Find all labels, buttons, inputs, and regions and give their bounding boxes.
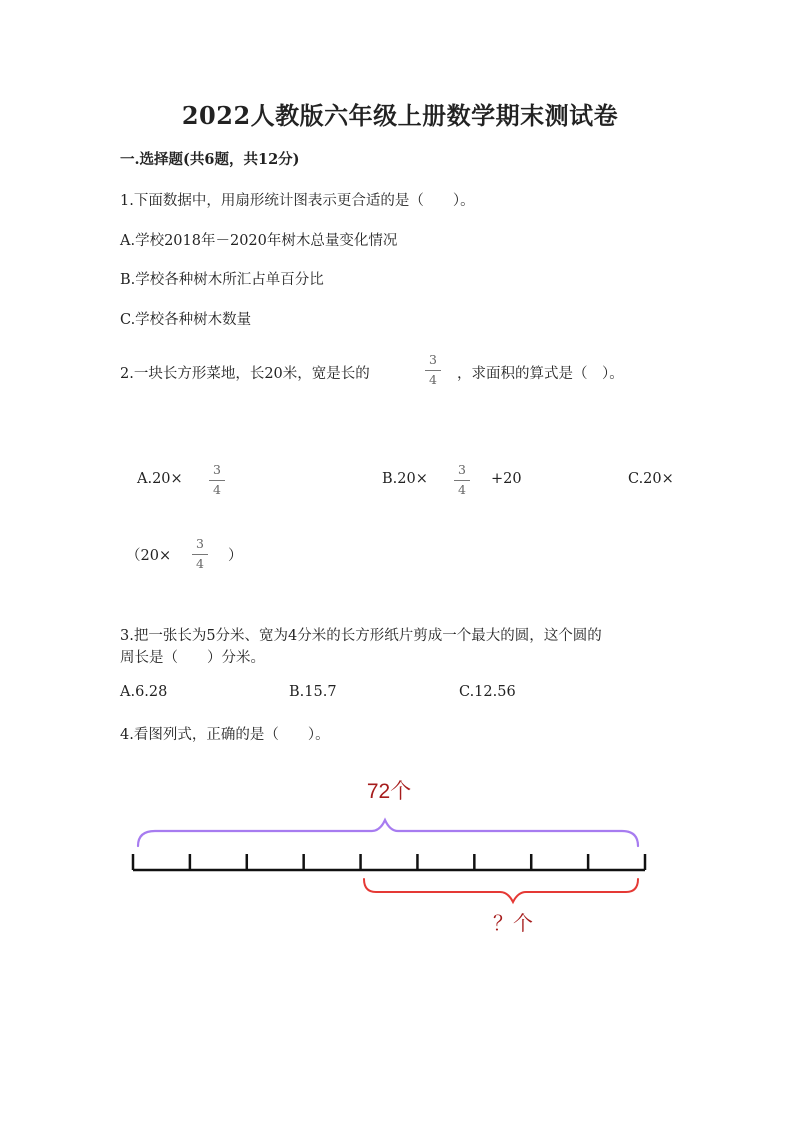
fraction-denominator: 4: [213, 481, 221, 497]
diagram-total-label: 72个: [366, 780, 412, 803]
q3-stem-line2: 周长是（ ）分米。: [120, 650, 265, 666]
q3-option-a: A.6.28: [120, 684, 168, 700]
total-brace: [138, 820, 638, 846]
fraction-denominator: 4: [458, 481, 466, 497]
section-heading: 一.选择题(共6题，共12分): [120, 151, 300, 168]
part-brace: [364, 879, 638, 902]
fraction-numerator: 3: [458, 462, 466, 477]
fraction-numerator: 3: [213, 462, 221, 477]
q1-stem: 1.下面数据中，用扇形统计图表示更合适的是（ ）。: [120, 193, 475, 209]
q3-option-c: C.12.56: [459, 684, 516, 700]
q2-option-b-tail: +20: [491, 471, 522, 487]
q4-stem: 4.看图列式，正确的是（ ）。: [120, 727, 330, 743]
q1-option-c: C.学校各种树木数量: [120, 312, 252, 328]
diagram-part-label: ？个: [493, 913, 533, 935]
q2-option-c-continued: （20×: [126, 548, 172, 564]
q2-stem-after: ，求面积的算式是（ ）。: [457, 366, 624, 382]
q1-option-b: B.学校各种树木所汇占单百分比: [120, 272, 324, 288]
q2-option-c-close: ）: [228, 548, 243, 564]
q1-option-a: A.学校2018年－2020年树木总量变化情况: [120, 233, 398, 249]
q2-option-c: C.20×: [628, 471, 674, 487]
q2-option-b: B.20×: [382, 471, 428, 487]
tick-marks: [133, 854, 645, 870]
q2-stem-before: 2.一块长方形菜地，长20米，宽是长的: [120, 366, 370, 382]
q3-stem-line1: 3.把一张长为5分米、宽为4分米的长方形纸片剪成一个最大的圆，这个圆的: [120, 628, 602, 644]
fraction-denominator: 4: [196, 555, 204, 571]
fraction-numerator: 3: [196, 536, 204, 551]
fraction-numerator: 3: [429, 352, 437, 367]
page-title: 2022人教版六年级上册数学期末测试卷: [181, 101, 619, 130]
q2-option-a: A.20×: [137, 471, 183, 487]
q3-option-b: B.15.7: [289, 684, 337, 700]
fraction-denominator: 4: [429, 371, 437, 387]
